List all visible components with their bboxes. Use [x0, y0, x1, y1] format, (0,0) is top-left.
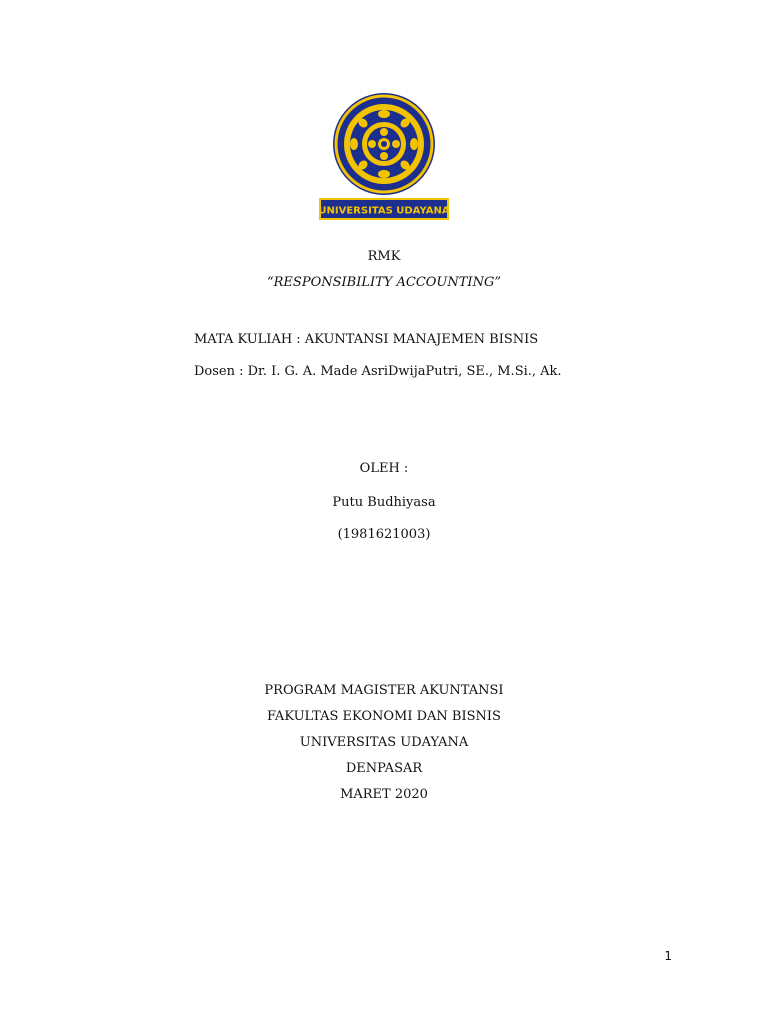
- university-name: UNIVERSITAS UDAYANA: [299, 735, 469, 750]
- logo-banner-text: UNIVERSITAS UDAYANA: [318, 205, 450, 217]
- student-id: (1981621003): [337, 527, 431, 542]
- page-number: 1: [664, 949, 672, 963]
- author-name: Putu Budhiyasa: [332, 495, 436, 510]
- course-name: MATA KULIAH : AKUNTANSI MANAJEMEN BISNIS: [194, 332, 539, 347]
- university-logo: [318, 92, 450, 222]
- by-label: OLEH :: [359, 461, 409, 476]
- document-date: MARET 2020: [340, 787, 428, 802]
- document-type: RMK: [367, 249, 401, 264]
- lecturer-name: Dosen : Dr. I. G. A. Made AsriDwijaPutri, SE., M.Si., Ak.: [194, 364, 562, 379]
- universitas-udayana-seal-icon: [318, 92, 450, 222]
- city-name: DENPASAR: [345, 761, 423, 776]
- program-name: PROGRAM MAGISTER AKUNTANSI: [264, 683, 504, 698]
- document-subtitle: “RESPONSIBILITY ACCOUNTING”: [267, 275, 501, 290]
- faculty-name: FAKULTAS EKONOMI DAN BISNIS: [267, 709, 501, 724]
